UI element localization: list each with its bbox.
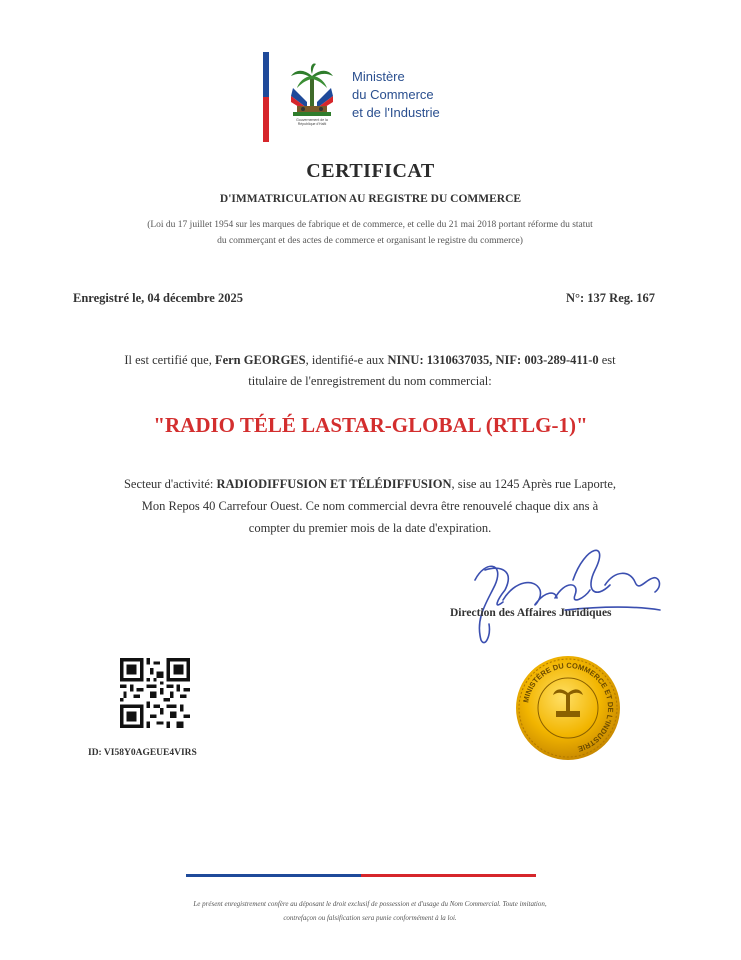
flag-bar-red bbox=[263, 97, 269, 142]
sector-text bbox=[70, 473, 670, 539]
footer-line1: Le présent enregistrement confère au déposant le droit exclusif de possession et d'usage du Nom Commercial. Toute imitation, bbox=[193, 900, 547, 908]
signature bbox=[445, 540, 675, 660]
sector-line1 bbox=[70, 473, 670, 495]
sector-address: , sise au 1245 Après rue Laporte, bbox=[451, 477, 617, 491]
sector-line3: compter du premier mois de la date d'expiration. bbox=[248, 521, 492, 535]
coat-caption-line2: République d'Haïti bbox=[297, 122, 327, 126]
footer-notice bbox=[90, 897, 650, 925]
law-line1: (Loi du 17 juillet 1954 sur les marques de fabrique et de commerce, et celle du 21 mai 2018 portant réforme du statut bbox=[147, 220, 593, 230]
document-subtitle: D'IMMATRICULATION AU REGISTRE DU COMMERCE bbox=[219, 193, 522, 205]
sector-value: RADIODIFFUSION ET TÉLÉDIFFUSION bbox=[216, 477, 452, 491]
registration-date: Enregistré le, 04 décembre 2025 bbox=[73, 291, 243, 305]
cert-mid: , identifié-e aux bbox=[305, 353, 388, 367]
qr-code-icon bbox=[120, 658, 190, 728]
divider-blue bbox=[186, 874, 361, 877]
footer-line2: contrefaçon ou falsification sera punie conformément à la loi. bbox=[283, 914, 457, 922]
law-line2: du commerçant et des actes de commerce et organisant le registre du commerce) bbox=[217, 236, 523, 246]
ministry-line3: et de l'Industrie bbox=[352, 105, 440, 120]
coat-caption bbox=[282, 118, 342, 126]
coat-of-arms-icon bbox=[283, 62, 341, 138]
flag-bar-blue bbox=[263, 52, 269, 97]
registration-number: N°: 137 Reg. 167 bbox=[565, 291, 655, 305]
certification-line2: titulaire de l'enregistrement du nom commercial: bbox=[248, 374, 492, 388]
ministry-name bbox=[352, 68, 440, 122]
sector-label: Secteur d'activité: bbox=[123, 477, 217, 491]
seal-text: MINISTÈRE DU COMMERCE ET DE L'INDUSTRIE bbox=[521, 660, 616, 754]
signatory-title: Direction des Affaires Juridiques bbox=[450, 607, 612, 619]
certification-text bbox=[60, 350, 680, 392]
trade-name: "RADIO TÉLÉ LASTAR-GLOBAL (RTLG-1)" bbox=[153, 413, 588, 437]
divider-red bbox=[361, 874, 536, 877]
coat-caption-line1: Gouvernement de la bbox=[296, 118, 328, 122]
certification-line1 bbox=[60, 350, 680, 371]
ministry-line1: Ministère bbox=[352, 69, 405, 84]
ministry-line2: du Commerce bbox=[352, 87, 434, 102]
ninu-nif: NINU: 1310637035, NIF: 003-289-411-0 bbox=[387, 353, 599, 367]
law-reference bbox=[90, 217, 650, 249]
document-id: ID: VI58Y0AGEUE4VIRS bbox=[88, 748, 197, 758]
sector-line2: Mon Repos 40 Carrefour Ouest. Ce nom commercial devra être renouvelé chaque dix ans à bbox=[141, 499, 599, 513]
document-title: CERTIFICAT bbox=[306, 160, 435, 182]
flag-bar bbox=[263, 52, 269, 142]
gold-seal-icon bbox=[513, 653, 623, 763]
cert-end: est bbox=[598, 353, 616, 367]
cert-intro: Il est certifié que, bbox=[124, 353, 215, 367]
footer-divider bbox=[186, 874, 536, 877]
holder-name: Fern GEORGES bbox=[214, 353, 306, 367]
